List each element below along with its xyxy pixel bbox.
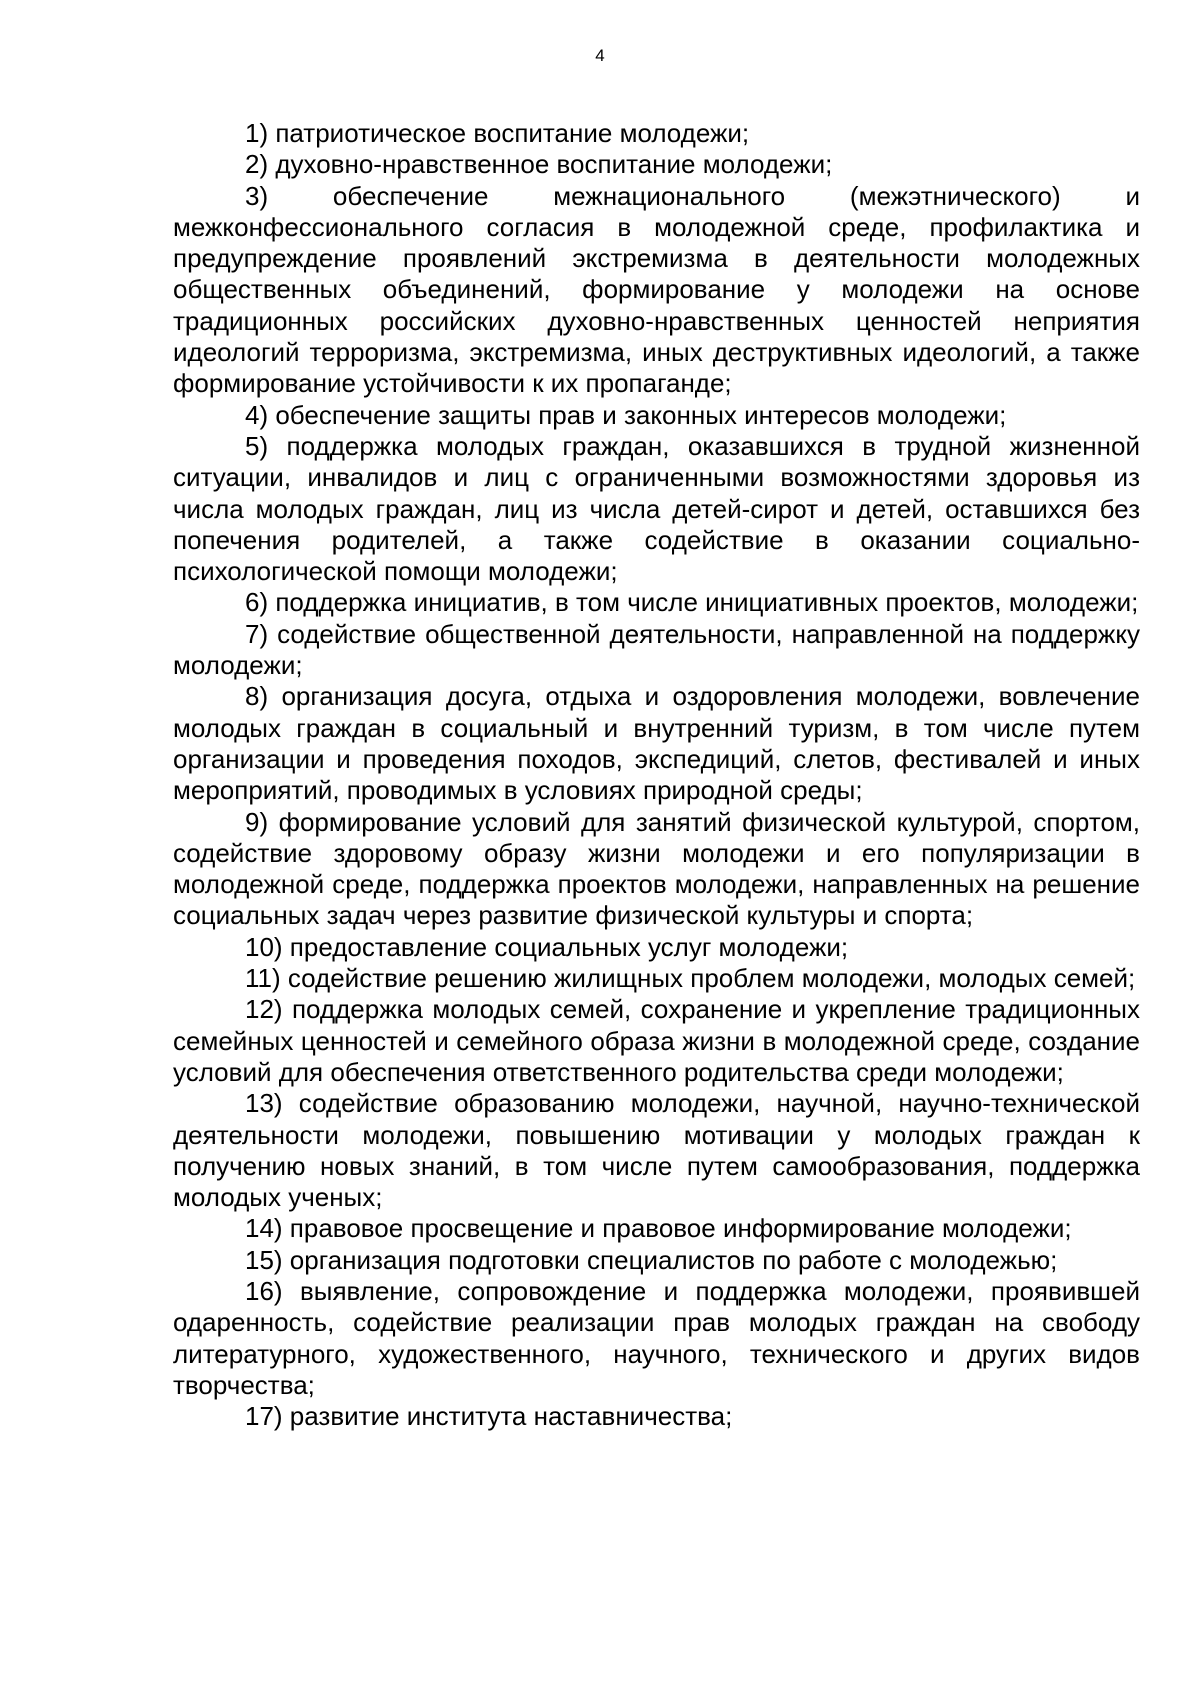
list-item-12: 12) поддержка молодых семей, сохранение и укрепление традиционных семейных ценностей и семейного образа жизни в молодежной среде, создание условий для обеспечения ответственного родительства среди молодежи; [173,994,1140,1087]
list-item-2: 2) духовно-нравственное воспитание молодежи; [245,149,833,180]
list-item-10: 10) предоставление социальных услуг молодежи; [245,931,849,962]
list-item-15: 15) организация подготовки специалистов по работе с молодежью; [245,1244,1058,1275]
list-item-4: 4) обеспечение защиты прав и законных интересов молодежи; [245,399,1007,430]
list-item-6: 6) поддержка инициатив, в том числе инициативных проектов, молодежи; [245,587,1139,618]
list-item-5: 5) поддержка молодых граждан, оказавшихся в трудной жизненной ситуации, инвалидов и лиц с ограниченными возможностями здоровья из числа молодых граждан, лиц из числа детей-сирот и детей, оставшихся без попечения родителей, а также содействие в оказании социально-психологической помощи молодежи; [173,430,1140,587]
list-item-11: 11) содействие решению жилищных проблем молодежи, молодых семей; [245,963,1136,994]
list-item-1: 1) патриотическое воспитание молодежи; [245,118,750,148]
document-body [173,118,1140,1432]
list-item-3: 3) обеспечение межнационального (межэтнического) и межконфессионального согласия в молодежной среде, профилактика и предупреждение проявлений экстремизма в деятельности молодежных общественных объединений, формирование у молодежи на основе традиционных российских духовно-нравственных ценностей неприятия идеологий терроризма, экстремизма, иных деструктивных идеологий, а также формирование устойчивости к их пропаганде; [173,180,1140,399]
list-item-8: 8) организация досуга, отдыха и оздоровления молодежи, вовлечение молодых граждан в социальный и внутренний туризм, в том числе путем организации и проведения походов, экспедиций, слетов, фестивалей и иных мероприятий, проводимых в условиях природной среды; [173,681,1140,806]
list-item-13: 13) содействие образованию молодежи, научной, научно-технической деятельности молодежи, повышению мотивации у молодых граждан к получению новых знаний, в том числе путем самообразования, поддержка молодых ученых; [173,1088,1140,1213]
list-item-9: 9) формирование условий для занятий физической культурой, спортом, содействие здоровому образу жизни молодежи и его популяризации в молодежной среде, поддержка проектов молодежи, направленных на решение социальных задач через развитие физической культуры и спорта; [173,806,1140,931]
page-number: 4 [595,46,605,65]
list-item-14: 14) правовое просвещение и правовое информирование молодежи; [245,1213,1072,1244]
list-item-16: 16) выявление, сопровождение и поддержка молодежи, проявившей одаренность, содействие реализации прав молодых граждан на свободу литературного, художественного, научного, технического и других видов творчества; [173,1275,1140,1400]
list-item-17: 17) развитие института наставничества; [245,1401,733,1432]
list-item-7: 7) содействие общественной деятельности, направленной на поддержку молодежи; [173,618,1140,681]
